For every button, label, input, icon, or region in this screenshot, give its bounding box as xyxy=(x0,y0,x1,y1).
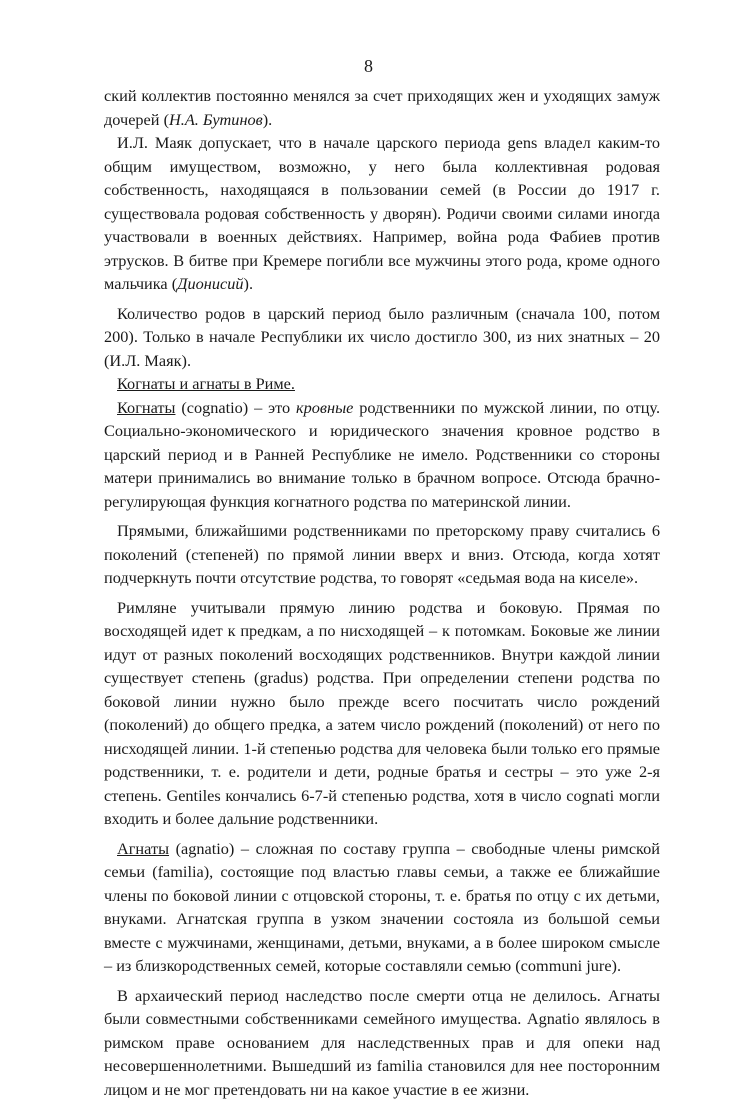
paragraph-agnates: Агнаты (agnatio) – сложная по составу группа – свободные члены римской семьи (familia), состоящие под властью главы семьи, а также ее ближайшие члены по боковой линии с отцовской стороны, т. е. братья по отцу с их детьми, внуками. Агнатская группа в узком значении состояла из большой семьи вместе с мужчинами, женщинами, детьми, внуками, а в более широком смысле – из близкородственных семей, которые составляли семью (communi jure). xyxy=(104,837,660,978)
citation: Н.А. Бутинов xyxy=(169,110,263,129)
paragraph-5: Прямыми, ближайшими родственниками по преторскому праву считались 6 поколений (степеней) по прямой линии вверх и вниз. Отсюда, когда хотят подчеркнуть почти отсутствие родства, то говорят «седьмая вода на киселе». xyxy=(104,519,660,590)
section-heading: Когнаты и агнаты в Риме. xyxy=(104,372,660,396)
emphasis: кровные xyxy=(296,398,353,417)
page-number: 8 xyxy=(0,56,737,77)
term-agnates: Агнаты xyxy=(117,839,169,858)
paragraph-cognates: Когнаты (cognatio) – это кровные родственники по мужской линии, по отцу. Социально-экономического и юридического значения кровное родство в царский период и в Ранней Республике не имело. Родственники со стороны матери принимались во внимание только в брачном вопросе. Отсюда брачно-регулирующая функция когнатного родства по материнской линии. xyxy=(104,396,660,514)
paragraph-2: И.Л. Маяк допускает, что в начале царского периода gens владел каким-то общим имуществом, возможно, у него была коллективная родовая собственность, находящаяся в пользовании семей (в России до 1917 г. существовала родовая собственность у дворян). Родичи своими силами иногда участвовали в военных действиях. Например, война рода Фабиев против этрусков. В битве при Кремере погибли все мужчины этого рода, кроме одного мальчика (Дионисий). xyxy=(104,131,660,296)
paragraph-1: ский коллектив постоянно менялся за счет приходящих жен и уходящих замуж дочерей (Н.А. Бутинов). xyxy=(104,84,660,131)
paragraph-8: В архаический период наследство после смерти отца не делилось. Агнаты были совместными собственниками семейного имущества. Agnatio являлось в римском праве основанием для наследственных прав и для опеки над несовершеннолетними. Вышедший из familia становился для нее посторонним лицом и не мог претендовать ни на какое участие в ее жизни. xyxy=(104,984,660,1101)
paragraph-6: Римляне учитывали прямую линию родства и боковую. Прямая по восходящей идет к предкам, а по нисходящей – к потомкам. Боковые же линии идут от разных поколений восходящих родственников. Внутри каждой линии существует степень (gradus) родства. При определении степени родства по боковой линии нужно было прежде всего посчитать число рождений (поколений) до общего предка, а затем число рождений (поколений) от него по нисходящей линии. 1-й степенью родства для человека были только его прямые родственники, т. е. родители и дети, родные братья и сестры – это уже 2-я степень. Gentiles кончались 6-7-й степенью родства, хотя в число cognati могли входить и более дальние родственники. xyxy=(104,596,660,831)
paragraph-3: Количество родов в царский период было различным (сначала 100, потом 200). Только в начале Республики их число достигло 300, из них знатных – 20 (И.Л. Маяк). xyxy=(104,302,660,373)
page-body xyxy=(104,84,660,1101)
term-cognates: Когнаты xyxy=(117,398,175,417)
citation: Дионисий xyxy=(177,274,243,293)
